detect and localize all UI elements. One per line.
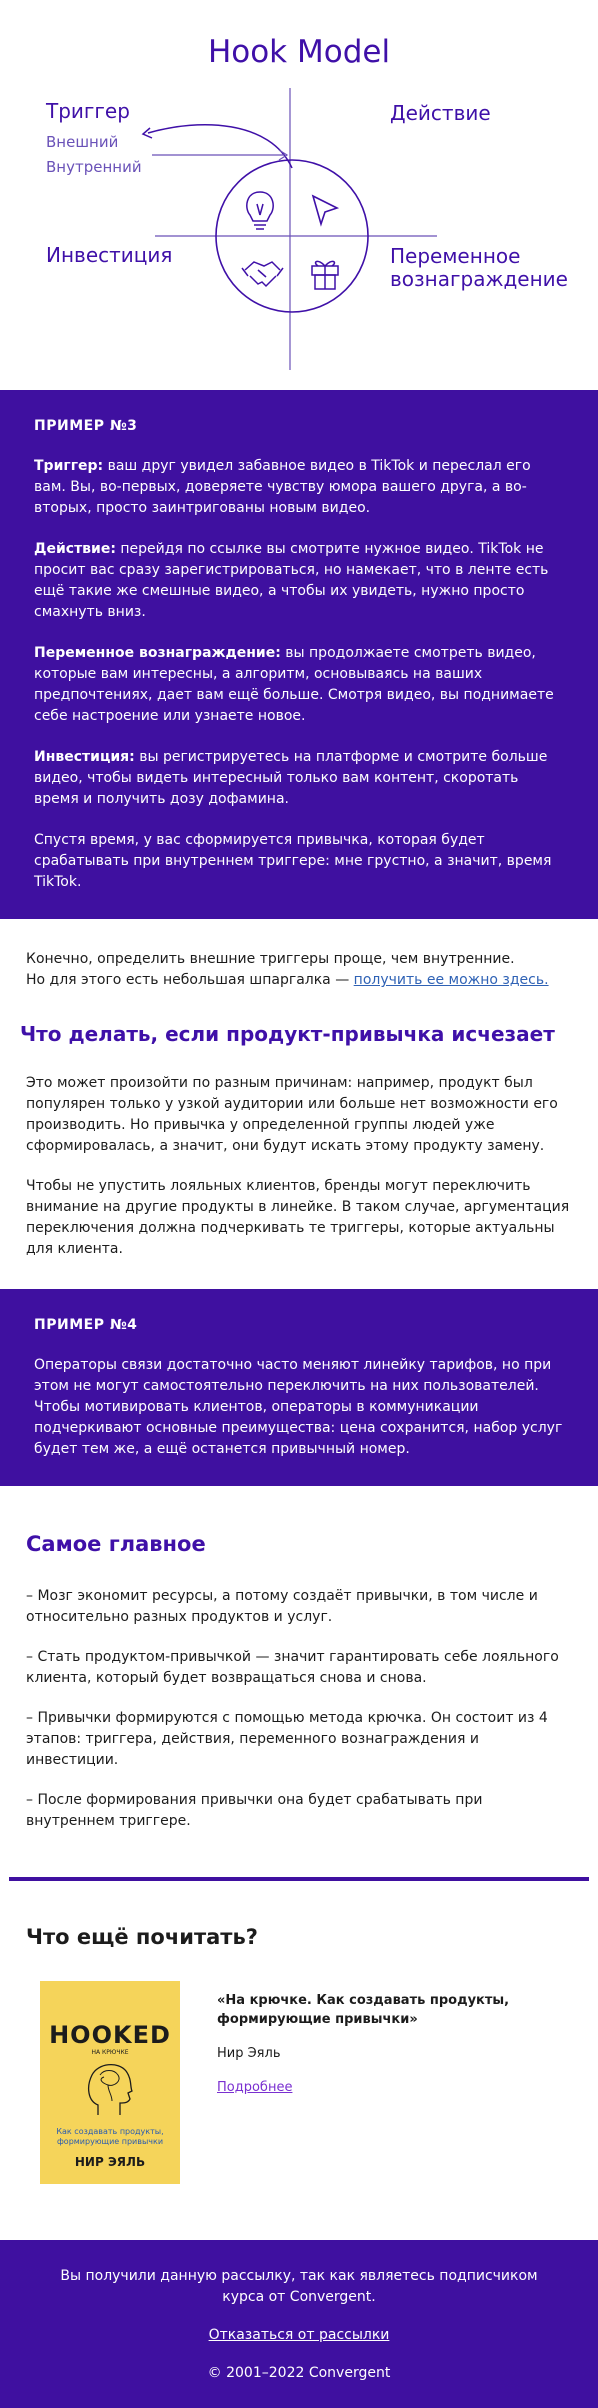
- example-3-paragraph: [34, 830, 564, 893]
- book-cover-author: НИР ЭЯЛЬ: [74, 2155, 146, 2169]
- footer: [0, 2240, 598, 2408]
- disappear-paragraph-2: Чтобы не упустить лояльных клиентов, бренды могут переключить внимание на другие продукты в линейке. В таком случае, аргументация переключения должна подчеркивать те триггеры, которые актуальны для клиента.: [26, 1178, 570, 1257]
- paragraph-lead: Триггер:: [34, 458, 104, 474]
- paragraph-text: вы продолжаете смотреть видео, которые вам интересны, а алгоритм, основываясь на ваших предпочтениях, дает вам ещё больше. Смотря видео, вы поднимаете себе настроение или узнаете новое.: [34, 645, 554, 724]
- triggers-note-line1: Конечно, определить внешние триггеры проще, чем внутренние.: [26, 951, 515, 967]
- cheatsheet-link[interactable]: получить ее можно здесь.: [353, 972, 549, 988]
- summary-heading: Самое главное: [26, 1532, 206, 1556]
- book-info: [180, 1981, 558, 2184]
- trigger-external: Внешний: [46, 133, 119, 151]
- book-more-link[interactable]: Подробнее: [217, 2080, 293, 2095]
- lightbulb-icon: [247, 192, 273, 229]
- paragraph-lead: Переменное вознаграждение:: [34, 645, 281, 661]
- stage-trigger: Триггер: [46, 99, 130, 123]
- gift-icon: [312, 261, 338, 289]
- book-author: Нир Эяль: [217, 2046, 281, 2061]
- triggers-note: [0, 919, 598, 991]
- example-3-block: [0, 390, 598, 919]
- unsubscribe-link[interactable]: Отказаться от рассылки: [208, 2327, 390, 2343]
- footer-copyright: © 2001–2022 Convergent: [207, 2365, 391, 2381]
- summary-section: [0, 1486, 598, 1832]
- book-cover-blurb: [48, 1987, 172, 2005]
- trigger-internal: Внутренний: [46, 158, 142, 176]
- stage-investment: Инвестиция: [46, 243, 173, 267]
- disappear-body: [0, 1047, 598, 1260]
- paragraph-text: вы регистрируетесь на платформе и смотрите больше видео, чтобы видеть интересный только вам контент, скоротать время и получить дозу дофамина.: [34, 749, 548, 807]
- example-3-paragraph: [34, 456, 564, 519]
- triggers-note-text: Но для этого есть небольшая шпаргалка —: [26, 972, 354, 988]
- book-cover-title: HOOKED: [49, 2021, 171, 2049]
- example-3-paragraph: [34, 539, 564, 623]
- paragraph-text: ваш друг увидел забавное видео в TikTok и переслал его вам. Вы, во-первых, доверяете чувству юмора вашего друга, а во-вторых, просто заинтригованы новым видео.: [34, 458, 531, 516]
- handshake-icon: [242, 262, 283, 286]
- hook-title: Hook Model: [207, 34, 391, 70]
- hook-model-diagram: [0, 0, 598, 390]
- paragraph-text: перейдя по ссылке вы смотрите нужное видео. TikTok не просит вас сразу зарегистрироваться, но намекает, что в ленте есть ещё такие же смешные видео, а чтобы их увидеть, нужно просто смахнуть вниз.: [34, 541, 549, 620]
- disappear-section: [0, 991, 598, 1047]
- stage-action: Действие: [390, 101, 491, 125]
- example-3-paragraph: [34, 643, 564, 727]
- example-3-paragraph: [34, 747, 564, 810]
- reading-section: [0, 1881, 598, 1949]
- summary-item: – Мозг экономит ресурсы, а потому создаёт привычки, в том числе и относительно разных продуктов и услуг.: [26, 1588, 538, 1625]
- reading-heading: Что ещё почитать?: [26, 1925, 258, 1949]
- stage-reward-line1: Переменное: [390, 244, 521, 268]
- example-4-text: Операторы связи достаточно часто меняют линейку тарифов, но при этом не могут самостоятельно переключить на них пользователей. Чтобы мотивировать клиентов, операторы в коммуникации подчеркивают основные преимущества: цена сохранится, набор услуг будет тем же, а ещё останется привычный номер.: [34, 1357, 563, 1457]
- paragraph-lead: Инвестиция:: [34, 749, 135, 765]
- summary-item: – Привычки формируются с помощью метода крючка. Он состоит из 4 этапов: триггера, действия, переменного вознаграждения и инвестиции.: [26, 1710, 548, 1768]
- summary-item: – Стать продуктом-привычкой — значит гарантировать себе лояльного клиента, который будет возвращаться снова и снова.: [26, 1649, 559, 1686]
- head-silhouette-icon: [84, 2059, 136, 2117]
- disappear-paragraph-1: Это может произойти по разным причинам: например, продукт был популярен только у узкой аудитории или больше нет возможности его производить. Но привычка у определенной группы людей уже сформировалась, а значит, они будут искать этому продукту замену.: [26, 1075, 558, 1154]
- disappear-heading: Что делать, если продукт-привычка исчезает: [20, 1022, 555, 1046]
- cursor-icon: [313, 196, 337, 224]
- book-title: «На крючке. Как создавать продукты, формирующие привычки»: [217, 1993, 510, 2027]
- paragraph-text: Спустя время, у вас сформируется привычка, которая будет срабатывать при внутреннем триггере: мне грустно, а значит, время TikTok.: [34, 832, 552, 890]
- book-cover-image[interactable]: [40, 1981, 180, 2184]
- book-card: [0, 1981, 598, 2184]
- stage-reward-line2: вознаграждение: [390, 267, 568, 291]
- book-cover-subtitle: НА КРЮЧКЕ: [91, 2049, 129, 2056]
- summary-item: – После формирования привычки она будет срабатывать при внутреннем триггере.: [26, 1792, 483, 1829]
- example-4-label: ПРИМЕР №4: [34, 1317, 138, 1333]
- paragraph-lead: Действие:: [34, 541, 116, 557]
- example-4-block: [0, 1289, 598, 1486]
- footer-text: Вы получили данную рассылку, так как являетесь подписчиком курса от Convergent.: [60, 2268, 538, 2305]
- book-cover-tagline: Как создавать продукты, формирующие привычки: [56, 2127, 164, 2146]
- triggers-note-line2: [26, 970, 572, 991]
- example-3-label: ПРИМЕР №3: [34, 418, 138, 434]
